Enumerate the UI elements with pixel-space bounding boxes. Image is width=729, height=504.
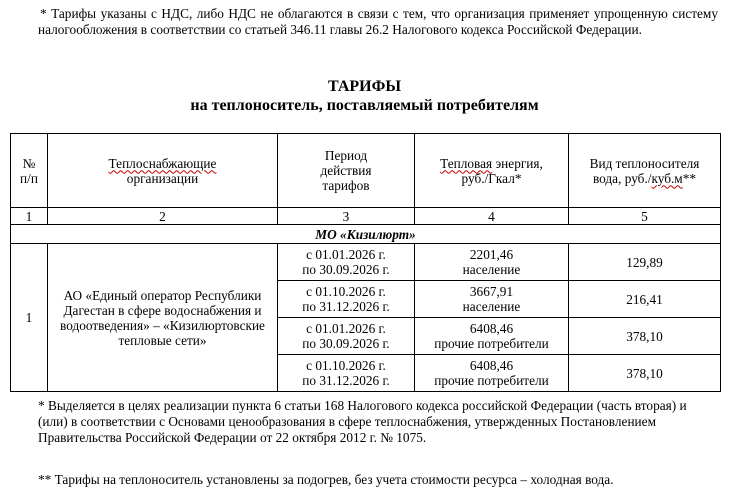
col-number-1: 1 [11, 208, 48, 225]
header-period-line2: действия [320, 163, 372, 178]
water-cell: 129,89 [569, 244, 721, 281]
energy-cell [415, 281, 569, 318]
footnote-vat: * Выделяется в целях реализации пункта 6 статьи 168 Налогового кодекса российской Федерации (часть вторая) и (или) в соответствии с Основами ценообразования в сфере теплоснабжения, утвержденных Постановлением Правительства Российской Федерации от 22 октября 2012 г. № 1075. [38, 398, 687, 445]
header-period-line1: Период [324, 148, 368, 163]
header-water-unit: куб.м [651, 170, 683, 186]
period-cell [278, 318, 415, 355]
consumer-type: прочие потребители [434, 373, 549, 388]
water-cell: 216,41 [569, 281, 721, 318]
header-note: * Тарифы указаны с НДС, либо НДС не облагаются в связи с тем, что организация применяет упрощенную систему налогообложения в соответствии со статьей 346.11 главы 26.2 Налогового кодекса Российской Федерации. [38, 6, 718, 37]
header-energy [415, 134, 569, 208]
header-org-word1: Теплоснабжающие [108, 155, 217, 171]
period-from: с 01.01.2026 г. [306, 247, 386, 262]
period-from: с 01.01.2026 г. [306, 321, 386, 336]
header-num [11, 134, 48, 208]
period-to: по 31.12.2026 г. [302, 299, 390, 314]
footnote-coolant: ** Тарифы на теплоноситель установлены за подогрев, без учета стоимости ресурса – холодная вода. [38, 472, 614, 487]
organization-name: АО «Единый оператор Республики Дагестан в сфере водоснабжения и водоотведения» – «Кизилюртовские тепловые сети» [48, 244, 278, 392]
energy-value: 2201,46 [469, 247, 514, 262]
document-subtitle: на теплоноситель, поставляемый потребителям [190, 97, 539, 114]
section-title: МО «Кизилюрт» [11, 225, 721, 244]
header-water-post: ** [682, 170, 697, 186]
water-cell: 378,10 [569, 318, 721, 355]
header-water-line2 [572, 171, 717, 186]
header-energy-line1 [418, 156, 565, 171]
header-org-line2: организации [126, 170, 199, 186]
header-energy-word1: Тепловая [440, 155, 493, 171]
table-header-row [11, 134, 721, 208]
period-cell [278, 355, 415, 392]
header-organization [48, 134, 278, 208]
period-to: по 30.09.2026 г. [302, 336, 390, 351]
period-cell [278, 244, 415, 281]
header-org-line1 [51, 156, 274, 171]
header-energy-line2: руб./Гкал* [461, 170, 522, 186]
column-number-row [11, 208, 721, 225]
header-energy-rest: энергия, [492, 155, 543, 171]
energy-value: 6408,46 [469, 358, 514, 373]
energy-value: 3667,91 [469, 284, 514, 299]
energy-cell [415, 355, 569, 392]
period-to: по 31.12.2026 г. [302, 373, 390, 388]
col-number-5: 5 [569, 208, 721, 225]
energy-cell [415, 244, 569, 281]
document-title: ТАРИФЫ [327, 78, 402, 95]
energy-value: 6408,46 [469, 321, 514, 336]
period-to: по 30.09.2026 г. [302, 262, 390, 277]
row-number: 1 [11, 244, 48, 392]
header-water-pre: вода, руб./ [592, 170, 652, 186]
header-water-line1: Вид теплоносителя [589, 155, 700, 171]
header-water [569, 134, 721, 208]
period-from: с 01.10.2026 г. [306, 358, 386, 373]
col-number-4: 4 [415, 208, 569, 225]
tariff-table [10, 133, 721, 392]
consumer-type: население [462, 299, 521, 314]
section-row [11, 225, 721, 244]
water-cell: 378,10 [569, 355, 721, 392]
consumer-type: население [462, 262, 521, 277]
period-cell [278, 281, 415, 318]
period-from: с 01.10.2026 г. [306, 284, 386, 299]
header-num-line2: п/п [20, 170, 38, 186]
col-number-3: 3 [278, 208, 415, 225]
col-number-2: 2 [48, 208, 278, 225]
header-period [278, 134, 415, 208]
header-num-line1: № [22, 155, 36, 171]
table-row [11, 244, 721, 281]
energy-cell [415, 318, 569, 355]
header-period-line3: тарифов [322, 178, 370, 193]
consumer-type: прочие потребители [434, 336, 549, 351]
